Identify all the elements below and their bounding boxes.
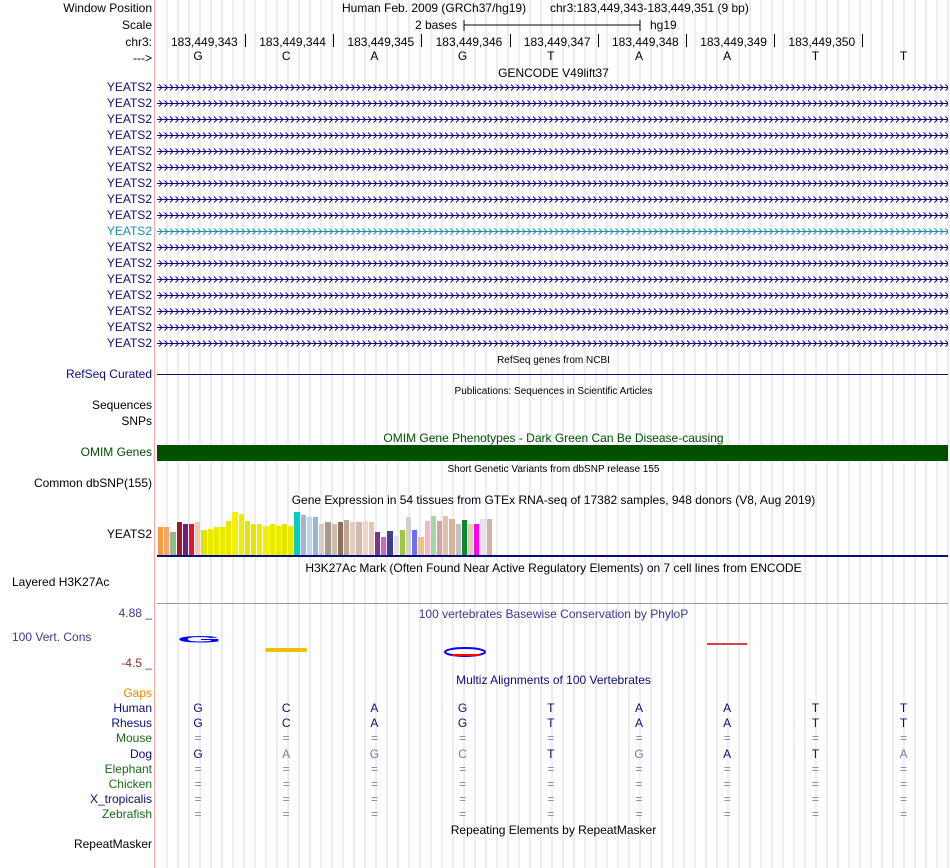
alignment-base: G <box>193 746 203 761</box>
gencode-gene-label[interactable]: YEATS2 <box>106 160 152 174</box>
reference-base: C <box>281 49 291 63</box>
gencode-gene-label[interactable]: YEATS2 <box>106 128 152 142</box>
alignment-base: G <box>457 701 468 715</box>
gtex-tissue-bar[interactable] <box>170 532 175 555</box>
alignment-base: = <box>811 807 819 822</box>
gencode-transcript[interactable] <box>157 258 948 269</box>
cons-label[interactable]: 100 Vert. Cons <box>12 630 92 644</box>
alignment-base: C <box>458 746 467 761</box>
gtex-tissue-bar[interactable] <box>325 522 330 555</box>
multiz-title: Multiz Alignments of 100 Vertebrates <box>456 673 651 687</box>
alignment-base: = <box>370 777 378 791</box>
track-labels <box>0 0 152 868</box>
omim-bar[interactable] <box>157 445 948 461</box>
alignment-base: T <box>547 746 555 761</box>
alignment-base: = <box>370 807 378 822</box>
alignment-base: = <box>900 761 908 776</box>
gencode-gene-label[interactable]: YEATS2 <box>106 224 152 238</box>
gtex-tissue-bar[interactable] <box>288 526 293 555</box>
gtex-tissue-bar[interactable] <box>468 524 473 555</box>
gencode-transcript[interactable] <box>157 338 948 349</box>
alignment-base: = <box>723 761 731 776</box>
alignment-base: = <box>900 777 908 791</box>
alignment-base: = <box>811 761 819 776</box>
alignment-base: A <box>634 701 643 715</box>
alignment-base: = <box>370 792 378 807</box>
reference-base: A <box>723 49 732 63</box>
cons-min-label: -4.5 _ <box>121 656 152 670</box>
refseq-label[interactable]: RefSeq Curated <box>65 367 152 381</box>
gtex-tissue-bar[interactable] <box>220 527 225 555</box>
reference-base: T <box>899 49 908 63</box>
gencode-gene-label[interactable]: YEATS2 <box>106 240 152 254</box>
gencode-gene-label[interactable]: YEATS2 <box>106 80 152 94</box>
alignment-base: T <box>547 716 555 731</box>
alignment-base: C <box>281 716 291 731</box>
alignment-base: = <box>723 731 731 746</box>
gtex-tissue-bar[interactable] <box>480 519 485 555</box>
refseq-line[interactable] <box>157 374 948 375</box>
alignment-base: = <box>723 777 731 791</box>
alignment-base: T <box>811 746 820 761</box>
alignment-base: C <box>281 701 291 715</box>
gtex-tissue-bar[interactable] <box>363 521 368 555</box>
alignment-base: = <box>459 777 467 791</box>
gencode-title: GENCODE V49lift37 <box>498 66 609 80</box>
gencode-transcript[interactable] <box>157 306 948 317</box>
gtex-tissue-bar[interactable] <box>214 527 219 555</box>
species-label[interactable]: X_tropicalis <box>89 792 152 807</box>
gencode-gene-label[interactable]: YEATS2 <box>106 192 152 206</box>
alignment-base: = <box>370 731 378 746</box>
gtex-tissue-bar[interactable] <box>425 521 430 555</box>
dbsnp-label[interactable]: Common dbSNP(155) <box>33 476 152 490</box>
gencode-transcript[interactable] <box>157 98 948 109</box>
gtex-tissue-bar[interactable] <box>183 524 188 555</box>
alignment-base: = <box>900 792 908 807</box>
reference-base: A <box>370 49 379 63</box>
reference-base: A <box>634 49 643 63</box>
gtex-tissue-bar[interactable] <box>189 524 194 555</box>
gtex-tissue-bar[interactable] <box>418 537 423 555</box>
species-label[interactable]: Mouse <box>115 731 152 746</box>
alignment-base: = <box>635 731 643 746</box>
alignment-base: = <box>370 761 378 776</box>
db-text: hg19 <box>650 18 677 32</box>
alignment-base: = <box>635 807 643 822</box>
gtex-tissue-bar[interactable] <box>375 532 380 555</box>
gencode-gene-label[interactable]: YEATS2 <box>106 304 152 318</box>
alignment-base: = <box>459 792 467 807</box>
gtex-tissue-bar[interactable] <box>208 529 213 555</box>
gtex-tissue-bar[interactable] <box>431 516 436 555</box>
alignment-base: G <box>193 716 203 731</box>
gtex-tissue-bar[interactable] <box>257 524 262 555</box>
position-text: chr3:183,449,343-183,449,351 (9 bp) <box>550 1 749 15</box>
alignment-base: = <box>635 792 643 807</box>
gtex-tissue-bar[interactable] <box>239 514 244 555</box>
reference-base: G <box>193 49 203 63</box>
cons-logo-g: G <box>177 634 222 646</box>
alignment-base: G <box>193 701 203 715</box>
gencode-gene-label[interactable]: YEATS2 <box>106 208 152 222</box>
coord-tick <box>774 34 775 47</box>
coord-label: 183,449,344 <box>259 35 326 49</box>
gencode-gene-label[interactable]: YEATS2 <box>106 96 152 110</box>
gtex-tissue-bar[interactable] <box>294 512 299 555</box>
gtex-tissue-bar[interactable] <box>251 524 256 555</box>
cons-logos[interactable] <box>157 630 948 660</box>
gencode-transcript[interactable] <box>157 130 948 141</box>
species-label[interactable]: Zebrafish <box>101 807 152 822</box>
cons-max-label: 4.88 _ <box>118 606 152 620</box>
gtex-tissue-bar[interactable] <box>344 520 349 555</box>
label-divider <box>154 0 155 868</box>
alignment-base: A <box>370 716 379 731</box>
alignment-base: A <box>723 716 732 731</box>
gencode-transcript[interactable] <box>157 210 948 221</box>
gtex-tissue-bar[interactable] <box>456 524 461 555</box>
alignment-base: = <box>900 731 908 746</box>
alignment-base: T <box>899 701 908 715</box>
gencode-gene-label[interactable]: YEATS2 <box>106 176 152 190</box>
alignment-base: = <box>900 807 908 822</box>
omim-label[interactable]: OMIM Genes <box>80 445 152 459</box>
alignment-base: = <box>723 807 731 822</box>
gtex-tissue-bar[interactable] <box>307 517 312 555</box>
gtex-tissue-bar[interactable] <box>201 530 206 555</box>
gtex-tissue-bar[interactable] <box>195 522 200 555</box>
coord-label: 183,449,348 <box>612 35 679 49</box>
scale-bar <box>462 17 646 33</box>
coord-tick <box>245 34 246 47</box>
publications-title: Publications: Sequences in Scientific Articles <box>454 386 653 397</box>
reference-base: T <box>811 49 820 63</box>
omim-title: OMIM Gene Phenotypes - Dark Green Can Be Disease-causing <box>383 431 724 445</box>
alignment-base: = <box>547 807 555 822</box>
reference-base: G <box>457 49 468 63</box>
cons-title: 100 vertebrates Basewise Conservation by PhyloP <box>418 607 689 621</box>
gtex-baseline <box>157 555 948 557</box>
gtex-tissue-bar[interactable] <box>387 531 392 555</box>
gtex-tissue-bar[interactable] <box>263 526 268 555</box>
species-label[interactable]: Human <box>113 701 152 715</box>
coord-label: 183,449,350 <box>788 35 856 49</box>
gtex-tissue-bar[interactable] <box>319 524 324 555</box>
gencode-gene-label[interactable]: YEATS2 <box>106 256 152 270</box>
gencode-gene-label[interactable]: YEATS2 <box>106 336 152 350</box>
coord-label: 183,449,345 <box>347 35 415 49</box>
alignment-base: A <box>370 701 379 715</box>
alignment-base: = <box>194 731 202 746</box>
scale-text: 2 bases <box>415 18 458 32</box>
gtex-tissue-bar[interactable] <box>332 524 337 555</box>
alignment-base: = <box>282 761 290 776</box>
gencode-gene-label[interactable]: YEATS2 <box>106 288 152 302</box>
alignment-base: = <box>635 777 643 791</box>
gtex-tissue-bar[interactable] <box>338 522 343 555</box>
gtex-tissue-bar[interactable] <box>313 517 318 555</box>
coord-label: 183,449,347 <box>523 35 591 49</box>
alignment-base: = <box>282 731 290 746</box>
gtex-tissue-bar[interactable] <box>406 517 411 555</box>
window-position-label: Window Position <box>63 1 152 15</box>
gencode-transcript[interactable] <box>157 194 948 205</box>
gtex-tissue-bar[interactable] <box>232 512 237 555</box>
gtex-tissue-bar[interactable] <box>474 524 479 555</box>
gtex-tissue-bar[interactable] <box>400 530 405 555</box>
gtex-tissue-bar[interactable] <box>245 521 250 555</box>
gencode-transcript[interactable] <box>157 146 948 157</box>
cons-logo-c <box>265 648 307 652</box>
alignment-base: T <box>811 701 820 715</box>
alignment-base: = <box>459 761 467 776</box>
alignment-base: = <box>547 731 555 746</box>
alignment-base: A <box>723 701 732 715</box>
alignment-base: G <box>634 746 644 761</box>
alignment-base: = <box>194 792 202 807</box>
gencode-gene-label[interactable]: YEATS2 <box>106 272 152 286</box>
alignment-base: A <box>899 746 908 761</box>
gencode-transcript[interactable] <box>157 162 948 173</box>
snps-label[interactable]: SNPs <box>121 414 152 428</box>
gtex-tissue-bar[interactable] <box>381 537 386 555</box>
gencode-transcript[interactable] <box>157 178 948 189</box>
alignment-base: = <box>194 807 202 822</box>
gencode-transcript[interactable] <box>157 322 948 333</box>
gtex-tissue-bar[interactable] <box>412 530 417 555</box>
gencode-transcript[interactable] <box>157 290 948 301</box>
alignment-base: = <box>547 761 555 776</box>
coord-tick <box>686 34 687 47</box>
alignment-base: T <box>547 701 555 715</box>
gtex-bar-chart[interactable] <box>157 505 537 555</box>
coord-tick <box>421 34 422 47</box>
gtex-tissue-bar[interactable] <box>177 522 182 555</box>
gtex-tissue-bar[interactable] <box>164 527 169 555</box>
gtex-tissue-bar[interactable] <box>369 522 374 555</box>
alignment-base: A <box>282 746 291 761</box>
coord-label: 183,449,346 <box>435 35 503 49</box>
h3k27ac-baseline <box>157 603 948 604</box>
gencode-transcript[interactable] <box>157 274 948 285</box>
gtex-tissue-bar[interactable] <box>462 520 467 555</box>
alignment-base: = <box>723 792 731 807</box>
alignment-base: = <box>635 761 643 776</box>
gtex-tissue-bar[interactable] <box>270 524 275 555</box>
gencode-gene-label[interactable]: YEATS2 <box>106 112 152 126</box>
alignment-base: A <box>723 746 732 761</box>
dbsnp-title: Short Genetic Variants from dbSNP release 155 <box>447 464 660 475</box>
species-label[interactable]: Rhesus <box>111 716 152 731</box>
gtex-tissue-bar[interactable] <box>437 521 442 555</box>
alignment-base: G <box>457 716 468 731</box>
alignment-base: = <box>811 792 819 807</box>
h3k27ac-label[interactable]: Layered H3K27Ac <box>12 575 110 589</box>
alignment-base: = <box>811 777 819 791</box>
species-label[interactable]: Dog <box>129 746 152 761</box>
gtex-tissue-bar[interactable] <box>443 516 448 555</box>
gencode-gene-label[interactable]: YEATS2 <box>106 144 152 158</box>
alignment-base: = <box>282 777 290 791</box>
alignment-base: = <box>282 807 290 822</box>
gencode-transcript[interactable] <box>157 226 948 237</box>
gencode-transcript[interactable] <box>157 82 948 93</box>
gtex-tissue-bar[interactable] <box>394 536 399 555</box>
alignment-base: = <box>547 777 555 791</box>
gencode-transcript[interactable] <box>157 114 948 125</box>
gtex-tissue-bar[interactable] <box>487 519 492 555</box>
alignment-base: = <box>282 792 290 807</box>
coord-tick <box>510 34 511 47</box>
species-label[interactable]: Chicken <box>108 777 152 791</box>
gtex-title: Gene Expression in 54 tissues from GTEx RNA-seq of 17382 samples, 948 donors (V8, Aug 2019) <box>291 493 816 507</box>
alignment-base: G <box>369 746 380 761</box>
coord-label: 183,449,349 <box>700 35 767 49</box>
gtex-tissue-bar[interactable] <box>350 522 355 555</box>
alignment-base: A <box>634 716 643 731</box>
strand-arrow-label: ---> <box>133 51 152 65</box>
alignment-base: T <box>899 716 908 731</box>
gtex-tissue-bar[interactable] <box>301 515 306 555</box>
gtex-tissue-bar[interactable] <box>276 526 281 555</box>
refseq-title: RefSeq genes from NCBI <box>497 355 610 366</box>
repeatmasker-title: Repeating Elements by RepeatMasker <box>450 823 657 837</box>
reference-base: T <box>547 49 555 63</box>
alignment-base: = <box>459 731 467 746</box>
coord-tick <box>598 34 599 47</box>
alignment-base: = <box>811 731 819 746</box>
coord-tick <box>333 34 334 47</box>
alignment-base: T <box>811 716 820 731</box>
gtex-tissue-bar[interactable] <box>356 522 361 555</box>
species-label[interactable]: Elephant <box>104 761 152 776</box>
sequences-label[interactable]: Sequences <box>91 398 152 412</box>
h3k27ac-title: H3K27Ac Mark (Often Found Near Active Regulatory Elements) on 7 cell lines from ENCODE <box>305 561 802 575</box>
coord-label: 183,449,343 <box>171 35 238 49</box>
gtex-tissue-bar[interactable] <box>449 519 454 555</box>
chr-label: chr3: <box>125 35 152 49</box>
alignment-base: = <box>459 807 467 822</box>
repeatmasker-label[interactable]: RepeatMasker <box>73 837 152 851</box>
alignment-base: = <box>194 761 202 776</box>
gtex-gene-label[interactable]: YEATS2 <box>106 527 152 541</box>
gaps-label[interactable]: Gaps <box>123 686 152 700</box>
alignment-base: = <box>547 792 555 807</box>
coord-tick <box>862 34 863 47</box>
gencode-transcript[interactable] <box>157 242 948 253</box>
assembly-text: Human Feb. 2009 (GRCh37/hg19) <box>342 1 527 15</box>
gtex-tissue-bar[interactable] <box>282 524 287 555</box>
gencode-gene-label[interactable]: YEATS2 <box>106 320 152 334</box>
gtex-tissue-bar[interactable] <box>226 521 231 555</box>
scale-label: Scale <box>121 18 152 32</box>
alignment-base: = <box>194 777 202 791</box>
gtex-tissue-bar[interactable] <box>158 527 163 555</box>
